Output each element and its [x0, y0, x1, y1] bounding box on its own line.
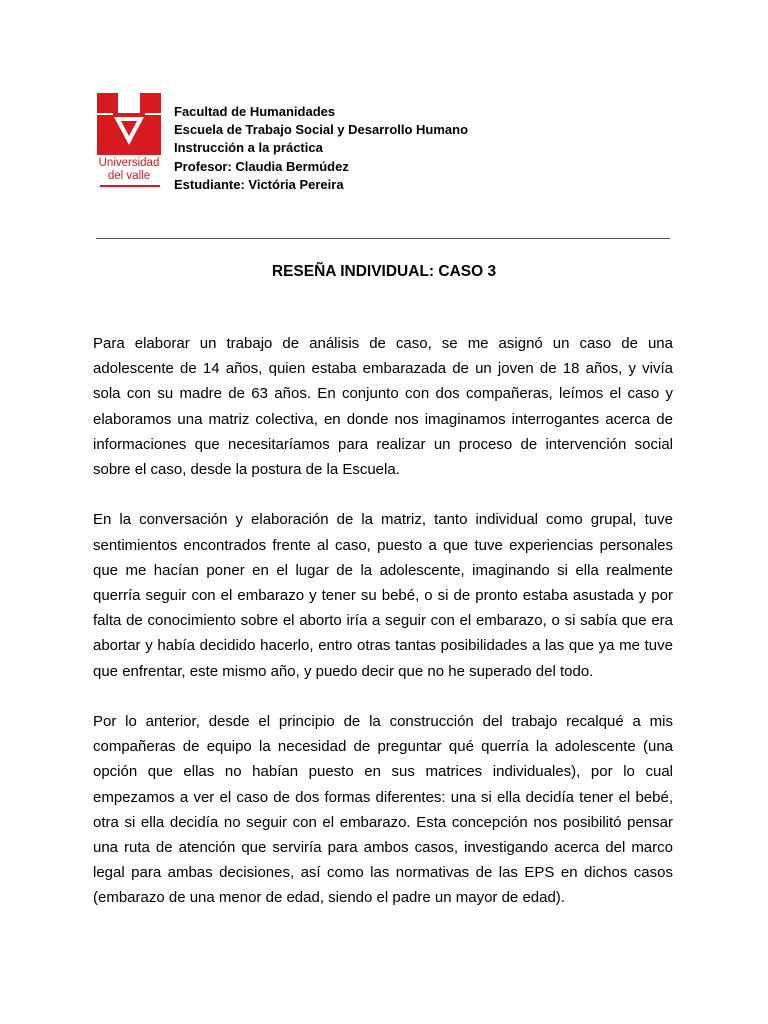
logo-underline: [100, 185, 160, 187]
header-faculty: Facultad de Humanidades: [174, 104, 336, 119]
univalle-shield-icon: [96, 93, 162, 157]
logo-text-universidad: Universidad: [98, 157, 160, 169]
document-header: [96, 93, 468, 201]
header-divider: [96, 238, 670, 239]
logo-text-del-valle: del valle: [107, 170, 151, 182]
document-body: [93, 331, 673, 936]
body-paragraph-2: En la conversación y elaboración de la matriz, tanto individual como grupal, tuve sentimientos encontrados frente al caso, puesto a que tuve experiencias personales que me hacían poner en el lugar de la adolescente, imaginando si ella realmente querría seguir con el embarazo y tener su bebé, o si de pronto estaba asustada y por falta de conocimiento sobre el aborto iría a seguir con el embarazo, o si sabía que era abortar y había decidido hacerlo, entro otras tantas posibilidades a las que ya me tuve que enfrentar, este mismo año, y puedo decir que no he superado del todo.: [93, 511, 673, 680]
header-school: Escuela de Trabajo Social y Desarrollo Humano: [174, 122, 469, 138]
university-logo: [96, 93, 162, 201]
header-professor: Profesor: Claudia Bermúdez: [174, 158, 349, 174]
body-paragraph-3: Por lo anterior, desde el principio de la construcción del trabajo recalqué a mis compañeras de equipo la necesidad de preguntar qué querría la adolescente (una opción que ellas no habían puesto en sus matrices individuales), por lo cual empezamos a ver el caso de dos formas diferentes: una si ella decidía tener el bebé, otra si ella decidía no seguir con el embarazo. Esta concepción nos posibilitó pensar una ruta de atención que serviría para ambos casos, investigando acerca del marco legal para ambas decisiones, así como las normativas de las EPS en dichos casos (embarazo de una menor de edad, siendo el padre un mayor de edad).: [93, 713, 673, 907]
document-title: RESEÑA INDIVIDUAL: CASO 3: [271, 263, 497, 280]
header-course: Instrucción a la práctica: [174, 140, 323, 156]
header-student: Estudiante: Victória Pereira: [174, 176, 344, 192]
body-paragraph-1: Para elaborar un trabajo de análisis de caso, se me asignó un caso de una adolescente de 14 años, quien estaba embarazada de un joven de 18 años, y vivía sola con su madre de 63 años. En conjunto con dos compañeras, leímos el caso y elaboramos una matriz colectiva, en donde nos imaginamos interrogantes acerca de informaciones que necesitaríamos para realizar un proceso de intervención social sobre el caso, desde la postura de la Escuela.: [93, 335, 673, 479]
header-info: [174, 93, 468, 194]
